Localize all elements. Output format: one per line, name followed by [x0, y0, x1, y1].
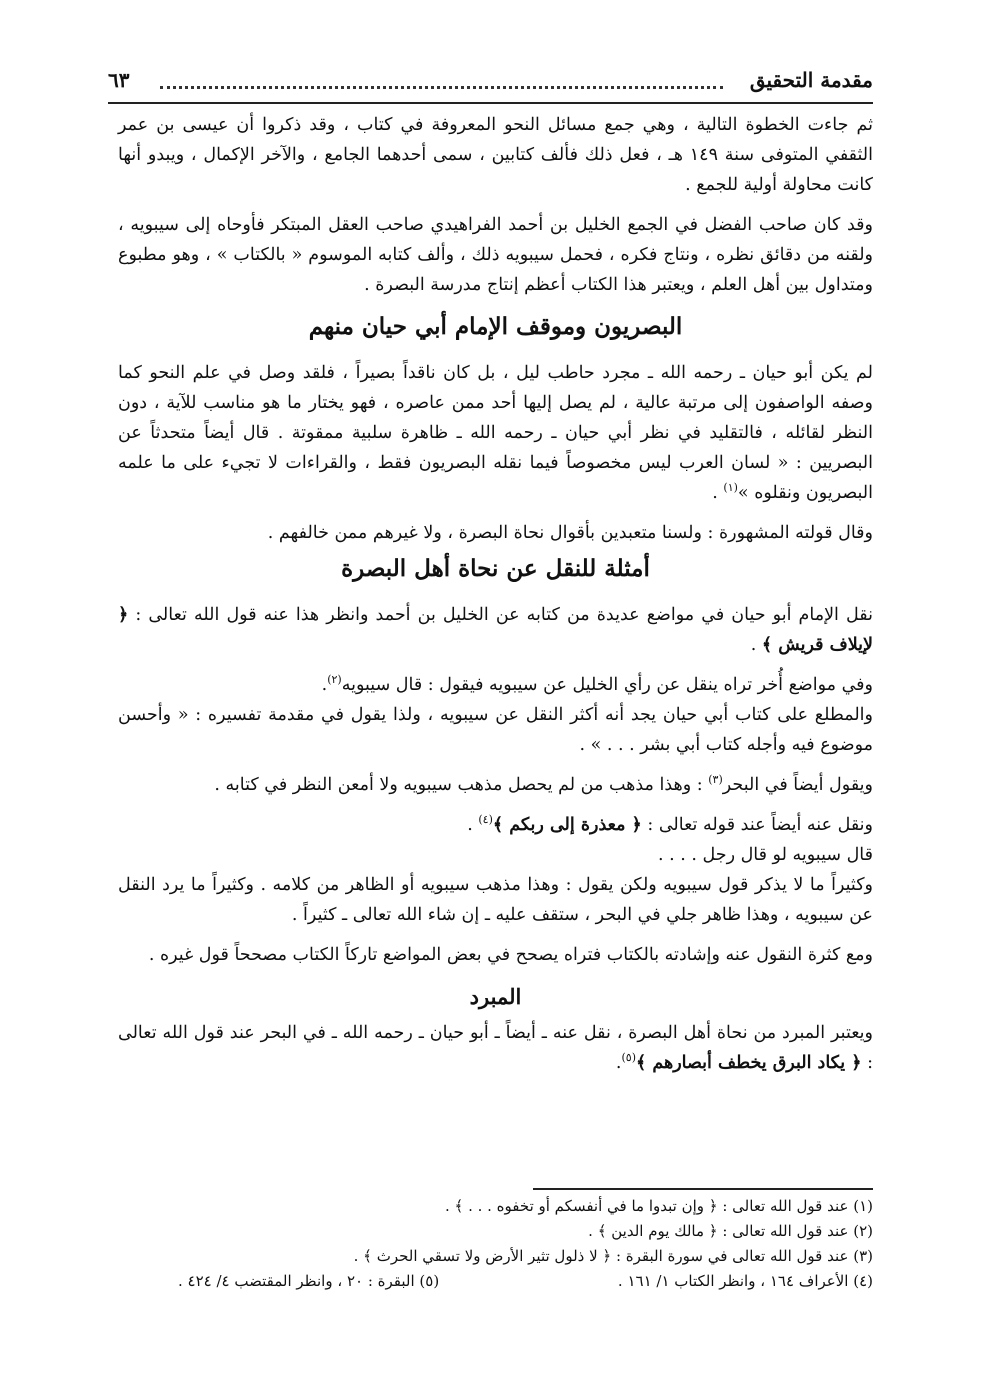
paragraph-8	[118, 770, 873, 800]
paragraph-3-text: لم يكن أبو حيان ـ رحمه الله ـ مجرد حاطب ليل ، بل كان ناقداً بصيراً ، فلقد وصل في علم النحو كما وصفه الواصفون إلى مرتبة عالية ، لم يصل إليها أحد ممن عاصره ، فهو يختار ما هو مناسب للآية ، دون النظر لقائله ، فالتقليد في نظر أبي حيان ـ رحمه الله ـ ظاهرة سلبية ممقوتة . قال أيضاً متحدثاً عن البصريين : « لسان العرب ليس مخصوصاً فيما نقله البصريون فقط ، والقراءات لا تجيء على ما علمه البصريون ونقلوه »	[118, 363, 873, 503]
footnotes	[118, 1194, 873, 1294]
footnote-4: (٤) الأعراف ١٦٤ ، وانظر الكتاب ١/ ١٦١ .	[617, 1272, 873, 1290]
footnote-ref-3: (٣)	[708, 773, 723, 787]
paragraph-4: وقال قولته المشهورة : ولسنا متعبدين بأقوال نحاة البصرة ، ولا غيرهم ممن خالفهم .	[267, 523, 873, 543]
paragraph-1: ثم جاءت الخطوة التالية ، وهي جمع مسائل النحو المعروفة في كتاب ، وقد ذكروا أن عيسى بن عمر الثقفي المتوفى سنة ١٤٩ هـ ، فعل ذلك فألف كتابين ، سمى أحدهما الجامع ، والآخر الإكمال ، ويبدو أنها كانت محاولة أولية للجمع .	[118, 115, 873, 195]
paragraph-13-text: ويعتبر المبرد من نحاة أهل البصرة ، نقل عنه ـ أيضاً ـ أبو حيان ـ رحمه الله ـ في البحر عند قول الله تعالى :	[118, 1023, 873, 1073]
paragraph-5	[118, 600, 873, 660]
footnote-ref-2: (٢)	[327, 673, 342, 687]
paragraph-8-rest: : وهذا مذهب من لم يحصل مذهب سيبويه ولا أمعن النظر في كتابه .	[214, 775, 709, 795]
paragraph-2: وقد كان صاحب الفضل في الجمع الخليل بن أحمد الفراهيدي صاحب العقل المبتكر فأوحاه إلى سيبويه ، ولقنه من دقائق نظره ، ونتاج فكره ، فحمل سيبويه ذلك ، وألف كتابه الموسوم « بالكتاب » ، وهو مطبوع ومتداول بين أهل العلم ، ويعتبر هذا الكتاب أعظم إنتاج مدرسة البصرة .	[118, 215, 873, 295]
paragraph-8-text: ويقول أيضاً في البحر	[722, 775, 873, 795]
paragraph-13-end: .	[615, 1053, 622, 1073]
footnote-2: (٢) عند قول الله تعالى : ﴿ مالك يوم الدين ﴾ .	[588, 1222, 873, 1240]
paragraph-3	[118, 358, 873, 508]
footnote-3: (٣) عند قول الله تعالى في سورة البقرة : ﴿ لا ذلول تثير الأرض ولا تسقي الحرث ﴾ .	[353, 1247, 873, 1265]
footnote-5: (٥) البقرة : ٢٠ ، وانظر المقتضب ٤/ ٤٢٤ .	[178, 1272, 440, 1290]
footnote-ref-5: (٥)	[621, 1051, 636, 1065]
footnote-row-4-5	[118, 1269, 873, 1294]
paragraph-6-text: وفي مواضع أُخر تراه ينقل عن رأي الخليل عن سيبويه فيقول : قال سيبويه	[341, 675, 873, 695]
paragraph-12: ومع كثرة النقول عنه وإشادته بالكتاب فتراه يصحح في بعض المواضع تاركاً الكتاب مصححاً قول غيره .	[148, 945, 873, 965]
paragraph-10: قال سيبويه لو قال رجل . . . .	[658, 845, 873, 865]
paragraph-3-end: .	[712, 483, 724, 503]
quran-quote-barq: ﴿ يكاد البرق يخطف أبصارهم ﴾	[635, 1053, 862, 1073]
quran-quote-quraysh: ﴿ لإيلاف قريش ﴾	[118, 605, 873, 655]
quran-quote-madhira: ﴿ معذرة إلى ربكم ﴾	[492, 815, 642, 835]
paragraph-9	[118, 810, 873, 840]
running-head-title: مقدمة التحقيق	[749, 68, 873, 92]
section-heading-examples: أمثلة للنقل عن نحاة أهل البصرة	[341, 555, 650, 582]
paragraph-5-end: .	[750, 635, 762, 655]
main-text	[118, 110, 873, 1088]
leader-dots	[160, 86, 723, 89]
paragraph-6	[118, 670, 873, 700]
page-number: ٦٣	[108, 68, 130, 92]
paragraph-7: والمطلع على كتاب أبي حيان يجد أنه أكثر النقل عن سيبويه ، ولذا يقول في مقدمة تفسيره : « وأحسن موضوع فيه وأجله كتاب أبي بشر . . . » .	[118, 705, 873, 755]
paragraph-9-text: ونقل عنه أيضاً عند قوله تعالى :	[641, 815, 873, 835]
footnote-1: (١) عند قول الله تعالى : ﴿ وإن تبدوا ما في أنفسكم أو تخفوه . . . ﴾ .	[444, 1197, 873, 1215]
paragraph-11: وكثيراً ما لا يذكر قول سيبويه ولكن يقول : وهذا مذهب سيبويه أو الظاهر من كلامه . وكثيراً ما يرد النقل عن سيبويه ، وهذا ظاهر جلي في البحر ، ستقف عليه ـ إن شاء الله تعالى ـ كثيراً .	[118, 875, 873, 925]
footnote-ref-4: (٤)	[478, 813, 493, 827]
running-head	[108, 62, 873, 104]
footnote-ref-1: (١)	[723, 481, 738, 495]
paragraph-6-end: .	[321, 675, 328, 695]
section-heading-basrans: البصريون وموقف الإمام أبي حيان منهم	[308, 313, 683, 340]
footnote-rule	[533, 1188, 873, 1190]
paragraph-5-text: نقل الإمام أبو حيان في مواضع عديدة من كتابه عن الخليل بن أحمد وانظر هذا عنه قول الله تعالى :	[128, 605, 873, 625]
section-heading-mubarrad: المبرد	[469, 984, 522, 1009]
paragraph-13	[118, 1018, 873, 1078]
paragraph-9-end: .	[467, 815, 479, 835]
